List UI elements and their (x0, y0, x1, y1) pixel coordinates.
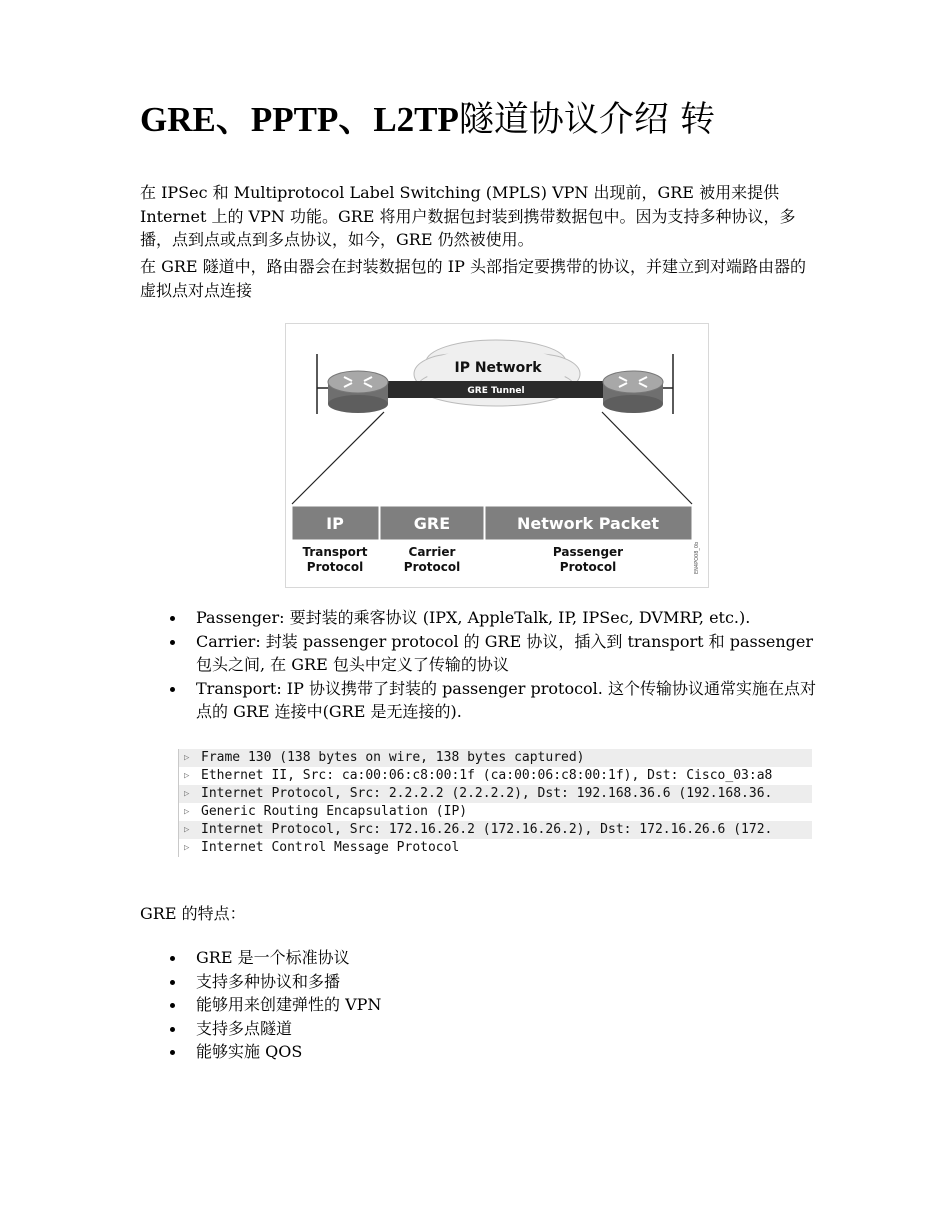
list-item: Carrier: 封装 passenger protocol 的 GRE 协议，插入到 transport 和 passenger 包头之间, 在 GRE 包头中定义了传输的协议 (140, 630, 820, 677)
bullet-icon (170, 956, 175, 961)
segment-label-ip: IP (326, 514, 344, 533)
title-protocols: GRE、PPTP、L2TP (140, 100, 459, 139)
expand-triangle-icon[interactable]: ▷ (184, 807, 190, 817)
capture-row[interactable]: ▷ Ethernet II, Src: ca:00:06:c8:00:1f (ca:00:06:c8:00:1f), Dst: Cisco_03:a8 (184, 768, 773, 783)
figure-side-code: EN4PO08_0b (694, 541, 700, 574)
protocol-roles-list (140, 606, 820, 724)
gre-diagram-svg (286, 324, 708, 587)
expand-triangle-icon[interactable]: ▷ (184, 753, 190, 763)
list-item: 能够用来创建弹性的 VPN (140, 993, 820, 1017)
expand-triangle-icon[interactable]: ▷ (184, 825, 190, 835)
packet-capture-tree (178, 749, 812, 857)
list-item: Passenger: 要封装的乘客协议 (IPX, AppleTalk, IP, IPSec, DVMRP, etc.). (140, 606, 820, 630)
list-item: 支持多种协议和多播 (140, 970, 820, 994)
bullet-icon (170, 640, 175, 645)
title-description: 隧道协议介绍 转 (458, 100, 716, 140)
bullet-icon (170, 616, 175, 621)
caption-carrier-protocol: Protocol (403, 560, 461, 574)
list-item: GRE 是一个标准协议 (140, 946, 820, 970)
capture-row[interactable]: ▷ Internet Protocol, Src: 2.2.2.2 (2.2.2.2), Dst: 192.168.36.6 (192.168.36. (179, 785, 812, 803)
capture-row[interactable]: ▷ Generic Routing Encapsulation (IP) (184, 804, 468, 819)
caption-transport-protocol: Protocol (306, 560, 364, 574)
expand-triangle-icon[interactable]: ▷ (184, 789, 190, 799)
caption-passenger: Passenger (552, 545, 624, 559)
bullet-icon (170, 1050, 175, 1055)
segment-label-gre: GRE (413, 514, 451, 533)
router-icon (603, 371, 663, 413)
page-title (140, 96, 715, 144)
segment-label-network-packet: Network Packet (516, 514, 660, 533)
router-icon (328, 371, 388, 413)
list-item: Transport: IP 协议携带了封装的 passenger protocol. 这个传输协议通常实施在点对点的 GRE 连接中(GRE 是无连接的). (140, 677, 820, 724)
features-list (140, 946, 820, 1064)
list-item: 支持多点隧道 (140, 1017, 820, 1041)
capture-row[interactable]: ▷ Internet Protocol, Src: 172.16.26.2 (172.16.26.2), Dst: 172.16.26.6 (172. (179, 821, 812, 839)
tunnel-paragraph: 在 GRE 隧道中，路由器会在封装数据包的 IP 头部指定要携带的协议，并建立到对端路由器的虚拟点对点连接 (140, 257, 806, 300)
bullet-icon (170, 1003, 175, 1008)
caption-carrier: Carrier (408, 545, 456, 559)
capture-row[interactable]: ▷ Frame 130 (138 bytes on wire, 138 bytes captured) (179, 749, 812, 767)
expand-triangle-icon[interactable]: ▷ (184, 843, 190, 853)
tunnel-label: GRE Tunnel (467, 386, 525, 396)
intro-paragraph: 在 IPSec 和 Multiprotocol Label Switching (MPLS) VPN 出现前，GRE 被用来提供 Internet 上的 VPN 功能。GRE 将用户数据包封装到携带数据包中。因为支持多种协议，多播，点到点或点到多点协议，如今，GRE 仍然被使用。 (140, 183, 796, 249)
bullet-icon (170, 687, 175, 692)
bullet-icon (170, 1027, 175, 1032)
features-heading: GRE 的特点： (140, 904, 246, 923)
cloud-label: IP Network (454, 360, 542, 376)
capture-row[interactable]: ▷ Internet Control Message Protocol (184, 840, 460, 855)
expand-triangle-icon[interactable]: ▷ (184, 771, 190, 781)
expand-right-line (602, 412, 692, 504)
caption-transport: Transport (302, 545, 368, 559)
bullet-icon (170, 980, 175, 985)
list-item: 能够实施 QOS (140, 1040, 820, 1064)
gre-diagram (285, 323, 709, 588)
caption-passenger-protocol: Protocol (559, 560, 617, 574)
expand-left-line (292, 412, 384, 504)
